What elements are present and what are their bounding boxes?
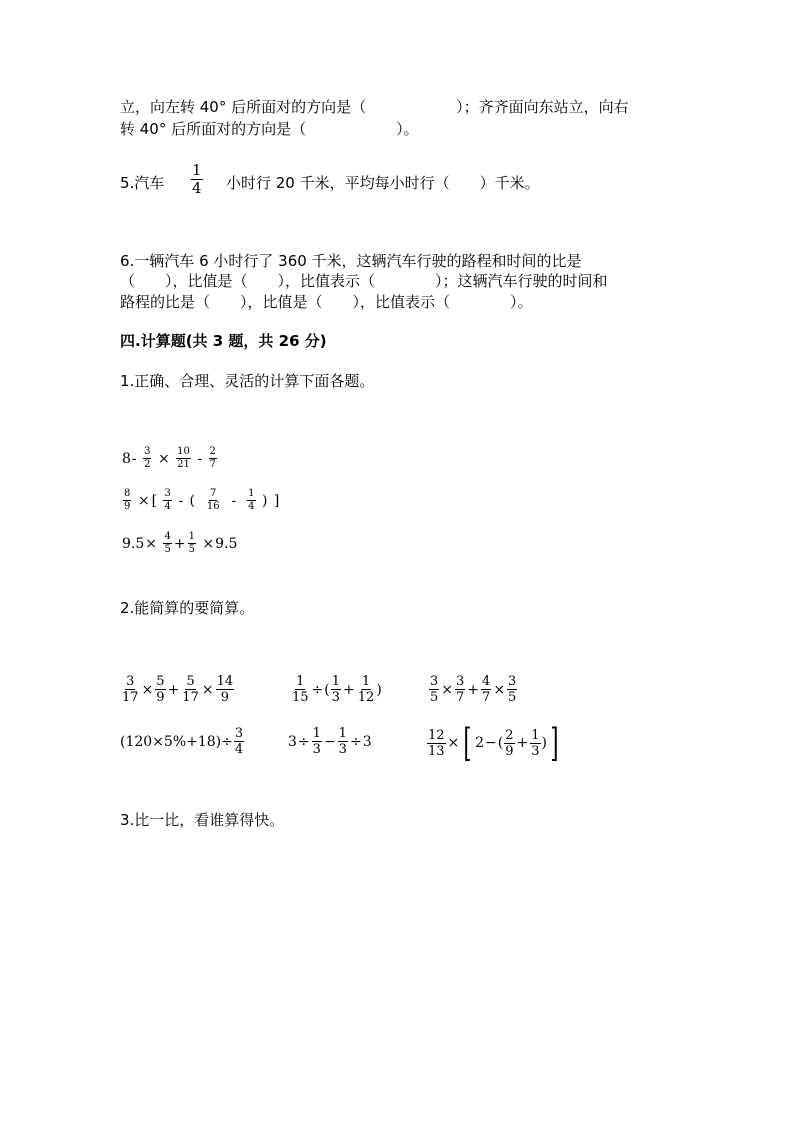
calc2-expr-1: $\frac{3}{17}$ × $\frac{5}{9}$ + $\frac{5}{17}$ × $\frac{14}{9}$ [122, 674, 234, 705]
calc2-expr-5: 3 ÷ $\frac{1}{3}$ − $\frac{1}{3}$ ÷ 3 [288, 726, 372, 757]
q5-fraction [190, 163, 204, 196]
calc1-expr3: 9.5 × $\frac{4}{5}$ + $\frac{1}{5}$ × 9.5 [122, 531, 238, 555]
calc1-expr1: 8 - $\frac{3}{2}$ × $\frac{10}{21}$ - $\frac{2}{7}$ [122, 446, 216, 470]
calc2-expr-3: $\frac{3}{5}$ × $\frac{3}{7}$ + $\frac{4}{7}$ × $\frac{3}{5}$ [430, 674, 517, 705]
calc2-expr-4: (120×5%+18)÷ $\frac{3}{4}$ [120, 726, 244, 757]
calc3-title: 3.比一比，看谁算得快。 [120, 811, 285, 829]
q5-frac-den: 4 [192, 179, 202, 197]
calc1-title: 1.正确、合理、灵活的计算下面各题。 [120, 372, 375, 390]
q6-line1: 6.一辆汽车 6 小时行了 360 千米，这辆汽车行驶的路程和时间的比是 [120, 252, 582, 270]
q5-suffix: 小时行 20 千米，平均每小时行（ ）千米。 [226, 174, 540, 192]
q4-line1: 立，向左转 40° 后所面对的方向是（ ）；齐齐面向东站立，向右 [120, 98, 629, 116]
q6-line3: 路程的比是（ ），比值是（ ），比值表示（ ）。 [120, 293, 533, 311]
minus-sign: - [131, 450, 137, 467]
num-8: 8 [122, 450, 131, 467]
minus-sign: - [197, 450, 203, 467]
q6-line2: （ ），比值是（ ），比值表示（ ）；这辆汽车行驶的时间和 [120, 272, 608, 290]
q4-line2: 转 40° 后所面对的方向是（ ）。 [120, 120, 419, 138]
calc1-expr2: $\frac{8}{9}$ × [ $\frac{3}{4}$ - ( $\frac{7}{16}$ - $\frac{1}{4}$ ) ] [124, 488, 280, 512]
section-title: 四.计算题(共 3 题，共 26 分) [120, 332, 327, 350]
calc2-title: 2.能简算的要简算。 [120, 599, 255, 617]
calc2-expr-2: $\frac{1}{15}$ ÷ ( $\frac{1}{3}$ + $\frac{1}{12}$ ) [292, 674, 382, 705]
q5-frac-num: 1 [192, 161, 202, 179]
times-sign: × [157, 450, 170, 467]
q5-prefix: 5.汽车 [120, 174, 165, 192]
calc2-expr-6: $\frac{12}{13}$ × [ 2 − ( $\frac{2}{9}$ + $\frac{1}{3}$ ) ] [428, 721, 559, 765]
